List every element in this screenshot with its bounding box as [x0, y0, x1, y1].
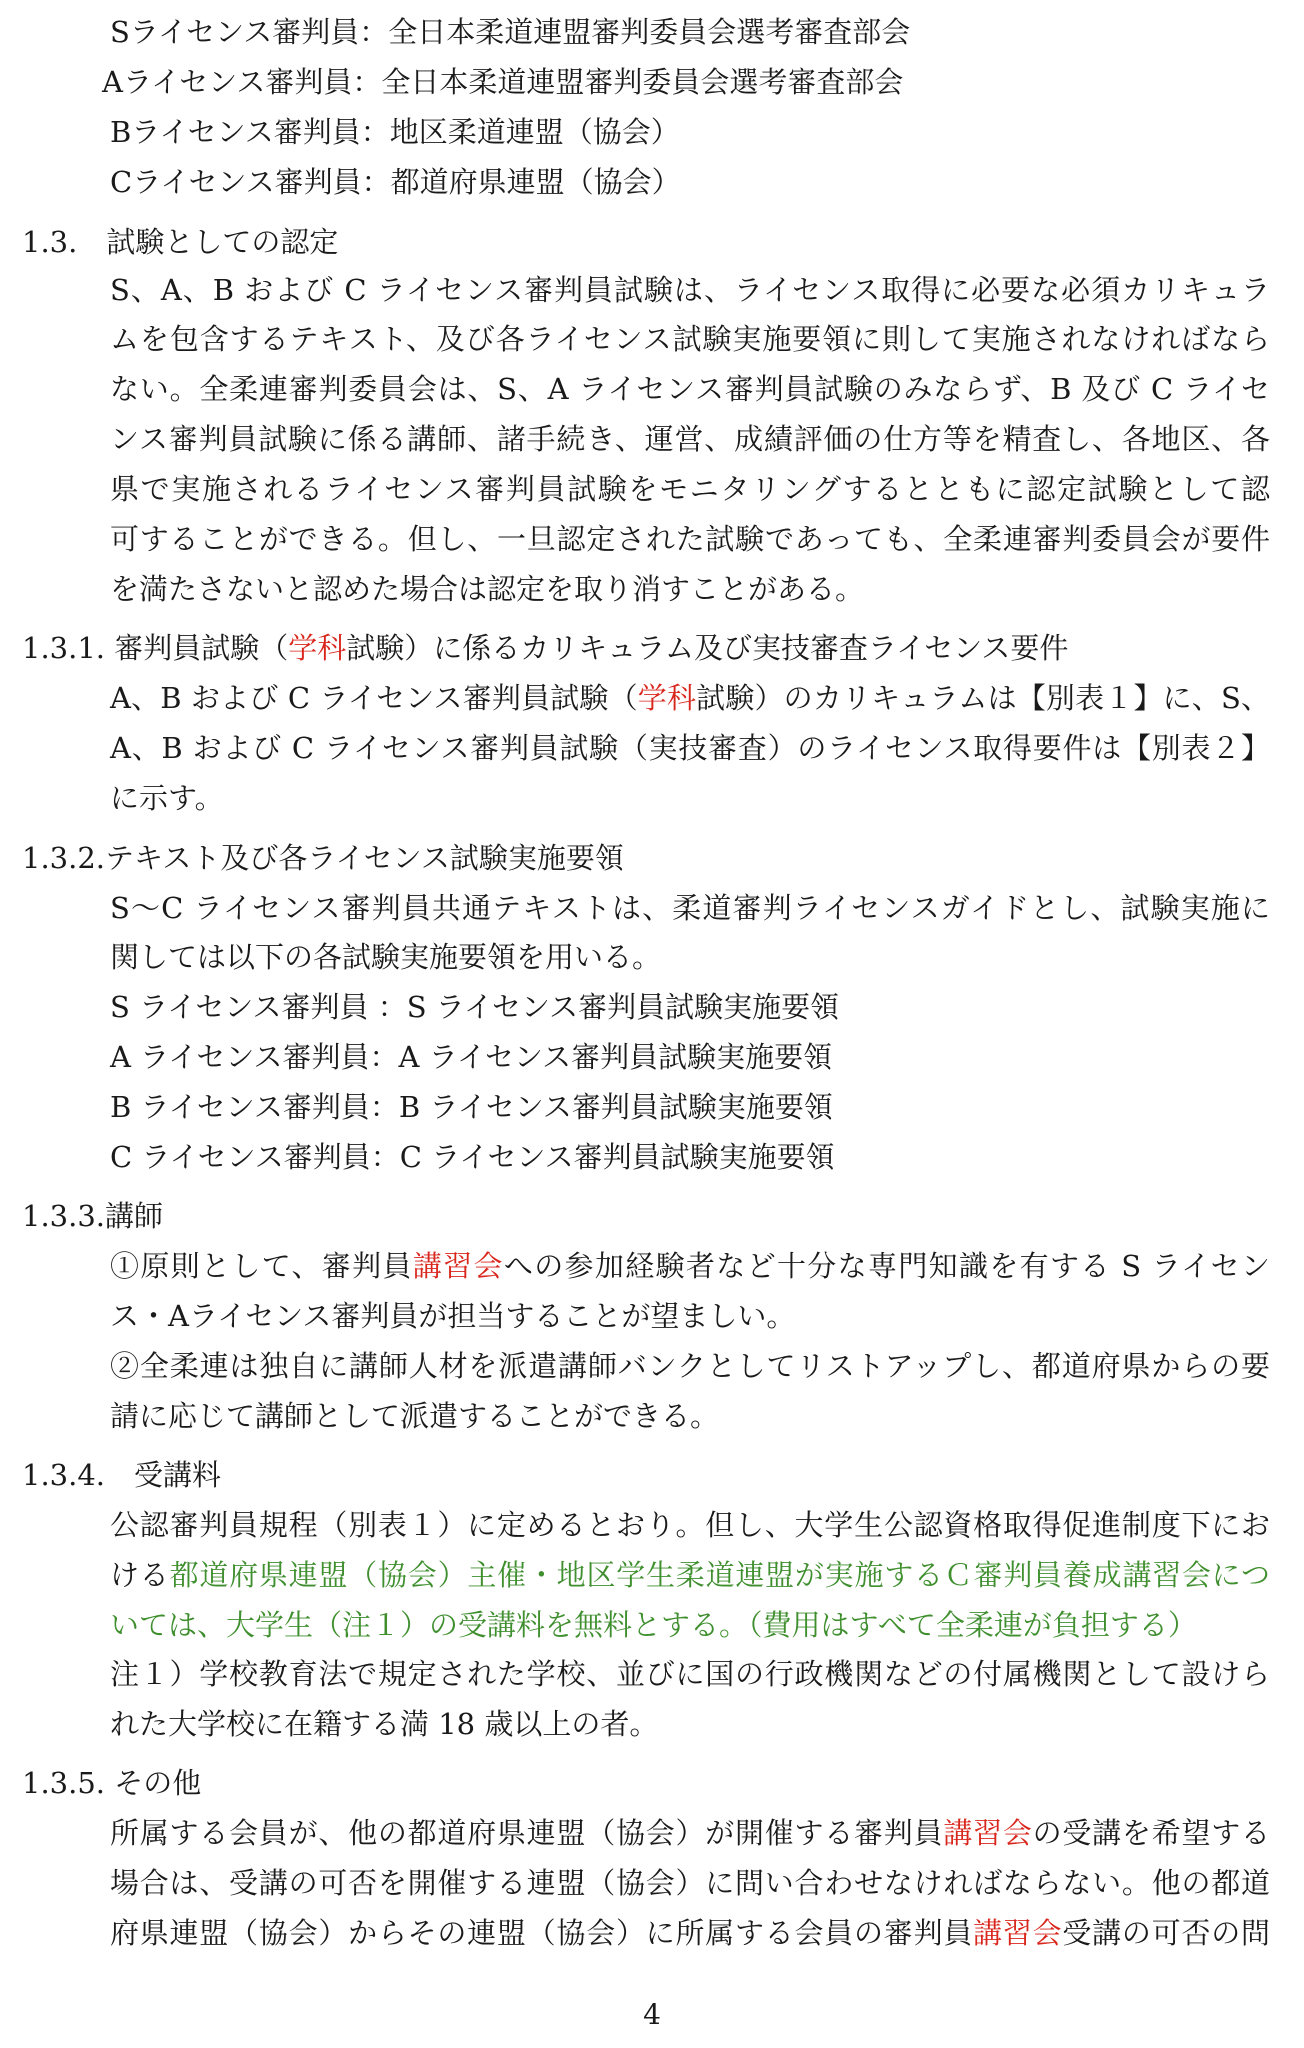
text: ける	[110, 1558, 170, 1592]
paragraph-line	[110, 1555, 1270, 1595]
highlight-gakka: 学科	[637, 681, 697, 715]
paragraph-line: A、B および C ライセンス審判員試験（実技審査）のライセンス取得要件は【別表２】	[110, 731, 1270, 765]
paragraph-line: 可することができる。但し、一旦認定された試験であっても、全柔連審判委員会が要件	[110, 522, 1270, 556]
paragraph-line: に示す。	[110, 781, 224, 815]
manual-item-c: C ライセンス審判員：C ライセンス審判員試験実施要領	[110, 1140, 835, 1174]
paragraph-line	[110, 678, 1270, 718]
paragraph-line: 県で実施されるライセンス審判員試験をモニタリングするとともに認定試験として認	[110, 472, 1270, 506]
license-org-c: Cライセンス審判員：都道府県連盟（協会）	[110, 165, 681, 199]
section-1-3-3-heading: 1.3.3.講師	[22, 1199, 164, 1233]
paragraph-line: S、A、B および C ライセンス審判員試験は、ライセンス取得に必要な必須カリキュラ	[110, 273, 1270, 307]
footnote-line: れた大学校に在籍する満 18 歳以上の者。	[110, 1707, 659, 1741]
paragraph-line: ②全柔連は独自に講師人材を派遣講師バンクとしてリストアップし、都道府県からの要	[110, 1349, 1270, 1383]
paragraph-line: 場合は、受講の可否を開催する連盟（協会）に問い合わせなければならない。他の都道	[110, 1866, 1270, 1900]
paragraph-line: ス・Aライセンス審判員が担当することが望ましい。	[110, 1299, 796, 1333]
highlight-free-fee: 都道府県連盟（協会）主催・地区学生柔道連盟が実施するＣ審判員養成講習会につ	[169, 1558, 1270, 1592]
page-number: 4	[643, 1998, 661, 2031]
paragraph-line: 公認審判員規程（別表１）に定めるとおり。但し、大学生公認資格取得促進制度下にお	[110, 1508, 1270, 1542]
text: ①原則として、審判員	[110, 1249, 413, 1283]
paragraph-line: を満たさないと認めた場合は認定を取り消すことがある。	[110, 572, 865, 606]
paragraph-line	[110, 1246, 1270, 1286]
manual-item-a: A ライセンス審判員：A ライセンス審判員試験実施要領	[110, 1040, 833, 1074]
text: への参加経験者など十分な専門知識を有する S ライセン	[503, 1249, 1270, 1283]
section-1-3-2-heading: 1.3.2.テキスト及び各ライセンス試験実施要領	[22, 841, 624, 875]
license-org-a: Aライセンス審判員：全日本柔道連盟審判委員会選考審査部会	[102, 65, 904, 99]
text: A、B および C ライセンス審判員試験（	[110, 681, 638, 715]
manual-item-s: S ライセンス審判員 ：S ライセンス審判員試験実施要領	[110, 990, 840, 1024]
highlight-koshukai: 講習会	[973, 1916, 1063, 1950]
section-1-3-4-heading: 1.3.4. 受講料	[22, 1458, 222, 1492]
highlight-free-fee: いては、大学生（注１）の受講料を無料とする。（費用はすべて全柔連が負担する）	[110, 1608, 1197, 1642]
section-1-3-1-heading	[22, 628, 1182, 668]
text: 試験）のカリキュラムは【別表１】に、S、	[696, 681, 1270, 715]
section-1-3-5-heading: 1.3.5. その他	[22, 1766, 202, 1800]
paragraph-line: S〜C ライセンス審判員共通テキストは、柔道審判ライセンスガイドとし、試験実施に	[110, 891, 1270, 925]
highlight-koshukai: 講習会	[943, 1816, 1033, 1850]
text: 所属する会員が、他の都道府県連盟（協会）が開催する審判員	[110, 1816, 944, 1850]
highlight-gakka: 学科	[288, 631, 347, 665]
text: の受講を希望する	[1032, 1816, 1270, 1850]
paragraph-line	[110, 1913, 1270, 1953]
text: 受講の可否の問	[1062, 1916, 1270, 1950]
paragraph-line: 関しては以下の各試験実施要領を用いる。	[110, 940, 662, 974]
heading-text: 試験）に係るカリキュラム及び実技審査ライセンス要件	[346, 631, 1069, 665]
paragraph-line: ンス審判員試験に係る講師、諸手続き、運営、成績評価の仕方等を精査し、各地区、各	[110, 422, 1270, 456]
text: 府県連盟（協会）からその連盟（協会）に所属する会員の審判員	[110, 1916, 974, 1950]
license-org-b: Bライセンス審判員：地区柔道連盟（協会）	[110, 115, 680, 149]
paragraph-line: 請に応じて講師として派遣することができる。	[110, 1399, 720, 1433]
paragraph-line: ムを包含するテキスト、及び各ライセンス試験実施要領に則して実施されなければなら	[110, 322, 1270, 356]
license-org-s: Sライセンス審判員：全日本柔道連盟審判委員会選考審査部会	[110, 15, 911, 49]
section-1-3-heading: 1.3. 試験としての認定	[22, 225, 339, 259]
paragraph-line	[110, 1813, 1270, 1853]
highlight-koshukai: 講習会	[412, 1249, 504, 1283]
manual-item-b: B ライセンス審判員：B ライセンス審判員試験実施要領	[110, 1090, 833, 1124]
paragraph-line: ない。全柔連審判委員会は、S、A ライセンス審判員試験のみならず、B 及び C ライセ	[110, 372, 1270, 406]
footnote-line: 注１）学校教育法で規定された学校、並びに国の行政機関などの付属機関として設けら	[110, 1657, 1270, 1691]
heading-text: 1.3.1. 審判員試験（	[22, 631, 289, 665]
